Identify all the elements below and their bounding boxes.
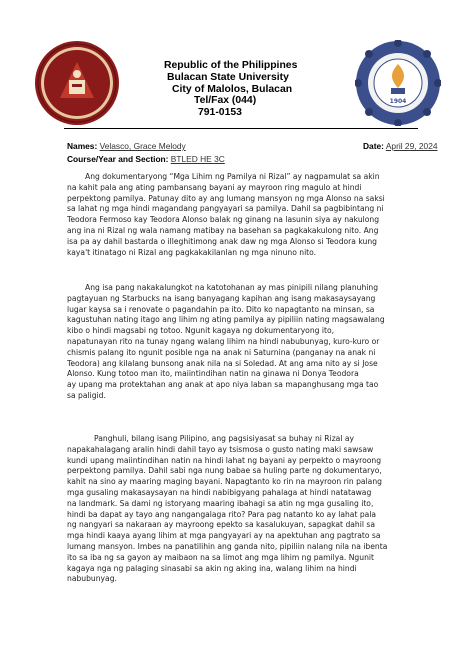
paragraph-line: kundi upang maiintindihan natin na hindi lahat ng bayani ay perpekto o mayroong	[67, 455, 382, 465]
body-paragraph-3	[67, 434, 419, 585]
paragraph-line: chismis palang ito ngunit posible nga na anak ni Saturnina (panganay na anak ni	[67, 347, 376, 357]
paragraph-line: ng nangyari sa nakaraan ay mayroong epekto sa kasalukuyan, sapagkat dahil sa	[67, 520, 375, 530]
paragraph-line: na landmark. Sa dami ng istoryang maaring ibahagi sa atin ng mga gusaling ito,	[67, 498, 374, 508]
paragraph-line: lugar kaysa sa i renovate o pagandahin pa ito. Dito ko napagtanto na minsan, sa	[67, 304, 375, 314]
paragraph-line: Panghuli, bilang isang Pilipino, ang pagsisiyasat sa buhay ni Rizal ay	[94, 434, 355, 443]
body-paragraph-1	[67, 172, 419, 258]
paragraph-line: Teodora) ang kilalang bunsong anak nila na si Soledad. At ang ama nito ay si Jose	[67, 358, 378, 368]
names-line	[67, 141, 186, 151]
paragraph-line: mga gusaling makasaysayan na hindi nabibigyang pahalaga at hindi natatawag	[67, 487, 372, 497]
header-line-city: City of Malolos, Bulacan	[172, 83, 293, 95]
paragraph-line: Ang isa pang nakakalungkot na katotohanan ay mas pinipili nilang planuhing	[85, 283, 379, 292]
paragraph-line: perpektong pamilya. Patunay dito ay ang lumang mansyon ng mga Alonso na saksi	[67, 193, 385, 203]
institution-header	[164, 60, 364, 119]
body-paragraph-2	[67, 283, 419, 402]
paragraph-line: nabubunyag.	[67, 574, 117, 584]
paragraph-line: na kahit pala ang ating pambansang bayani ay mayroon ring magulo at hindi	[67, 182, 362, 192]
paragraph-line: mga hindi kaaya ayang lihim at mga pangyayari ay na apektuhan ang pagtrato sa	[67, 531, 381, 541]
course-value: BTLED HE 3C	[170, 154, 225, 164]
paragraph-line: Ang dokumentaryong “Mga Lihim ng Pamilya ni Rizal” ay nagpamulat sa akin	[85, 172, 380, 181]
seal-year: 1904	[389, 98, 407, 105]
paragraph-line: napakahalagang aralin hindi dahil tayo ay tsismosa o gusto nating maki sawsaw	[67, 444, 374, 454]
paragraph-line: Alonso. Kung totoo man ito, maiintindihan natin na ginawa ni Donya Teodora	[67, 369, 359, 379]
paragraph-line: lumang mansyon. Imbes na panatilihin ang ganda nito, pipiliin nalang nila na ibenta	[67, 541, 388, 551]
paragraph-line: kagustuhan nating itago ang lihim ng ating pamilya ay pipiliin nating magsawalang	[67, 315, 385, 325]
date-line	[363, 141, 438, 151]
paragraph-line: Teodora Fermoso kay Teodora Alonso balak ng ginang na lasunin siya ay nakulong	[67, 215, 380, 225]
date-label: Date:	[363, 141, 384, 151]
paragraph-line: pagtayuan ng Starbucks na isang banyagang kapihan ang isang makasaysayang	[67, 293, 376, 303]
paragraph-line: perpektong pamilya. Dahil sabi nga nung babae sa huling parte ng dokumentaryo,	[67, 466, 382, 476]
header-divider	[64, 128, 418, 129]
course-label: Course/Year and Section:	[67, 154, 169, 164]
paragraph-line: ito sa iba ng sa gayon ay maibaon na sa limot ang mga lihim ng pamilya. Ngunit	[67, 552, 374, 562]
header-line-telfax: Tel/Fax (044)	[194, 95, 257, 107]
paragraph-line: kahit na sino ay maaring maging bayani. Napagtanto ko rin na mayroon rin palang	[67, 477, 382, 487]
paragraph-line: ang ina ni Rizal ng wala namang matibay na basehan sa pagkakakulong nito. Ang	[67, 225, 379, 235]
paragraph-line: sa paligid.	[67, 390, 106, 400]
header-line-university: Bulacan State University	[167, 71, 289, 83]
paragraph-line: kagaya nga ng palaging sinasabi sa akin ng aking ina, walang lihim na hindi	[67, 563, 357, 573]
names-value: Velasco, Grace Melody	[99, 141, 186, 151]
paragraph-line: sa lahat ng mga hindi magandang pangyayari sa pamilya. Dahil sa pagbibintang ni	[67, 204, 384, 214]
paragraph-line: isa pa ay dahil bastarda o illeghitimong anak daw ng mga Alonso si Teodora kung	[67, 236, 377, 246]
date-value: April 29, 2024	[385, 141, 438, 151]
university-seal-left-icon	[34, 40, 120, 126]
names-label: Names:	[67, 141, 98, 151]
header-line-phone: 791-0153	[198, 107, 242, 119]
paragraph-line: kaya't itinatago ni Rizal ang pagkakakilanlan ng mga ninuno nito.	[67, 247, 317, 257]
paragraph-line: kibo o hindi magsabi ng totoo. Ngunit kagaya ng dokumentaryong ito,	[67, 326, 335, 336]
header-line-republic: Republic of the Philippines	[164, 60, 298, 71]
paragraph-line: napatunayan rito na tunay ngang walang lihim na hindi nabubunyag, kuro-kuro or	[67, 336, 380, 346]
college-seal-right-icon	[355, 40, 441, 126]
paragraph-line: ay upang ma protektahan ang anak at apo niya laban sa mapanghusang mga tao	[67, 380, 379, 390]
paragraph-line: hindi ba dapat ay tayo ang nangangalaga rito? Para pag natanto ko ay lahat pala	[67, 509, 377, 519]
course-line	[67, 154, 225, 164]
